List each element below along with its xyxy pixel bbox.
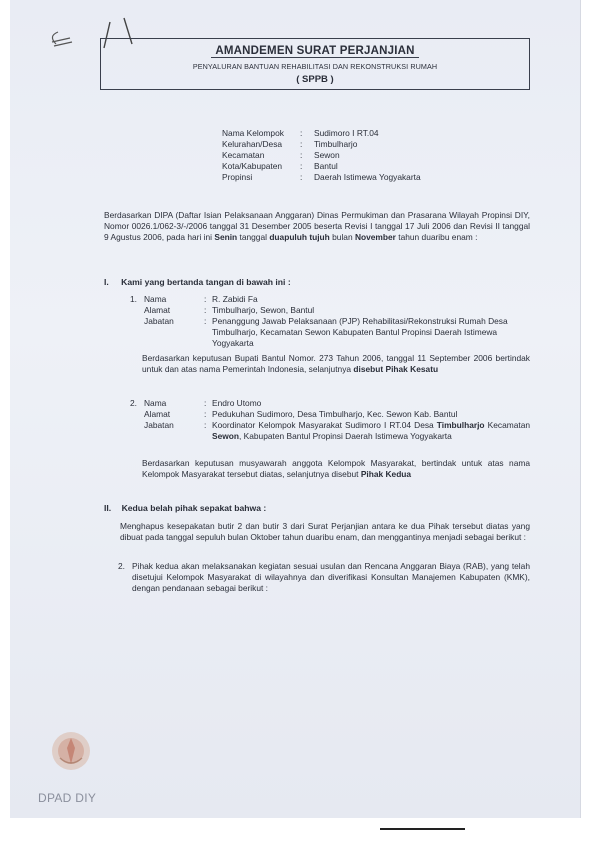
footer-rule: [380, 828, 465, 830]
title-box: [100, 38, 530, 90]
identity-row: Kelurahan/Desa : Timbulharjo: [222, 139, 358, 149]
document-subtitle: PENYALURAN BANTUAN REHABILITASI DAN REKONSTRUKSI RUMAH: [192, 62, 438, 71]
group-identity: [222, 128, 421, 183]
identity-row: Propinsi : Daerah Istimewa Yogyakarta: [222, 172, 421, 182]
identity-row: Kota/Kabupaten : Bantul: [222, 161, 338, 171]
section-2-item-2: 2. Pihak kedua akan melaksanakan kegiatan sesuai usulan dan Rencana Anggaran Biaya (RAB), yang telah disetujui Kelompok Masyarakat di wilayahnya dan diverifikasi Konsultan Manajemen Kabupaten (KMK), dengan pendanaan sebagai berikut :: [118, 561, 530, 594]
party-2-basis: Berdasarkan keputusan musyawarah anggota Kelompok Masyarakat, bertindak untuk atas nama Kelompok Masyarakat tersebut diatas, selanjutnya disebut Pihak Kedua: [142, 458, 530, 480]
section-2-heading: II. Kedua belah pihak sepakat bahwa :: [104, 503, 267, 513]
party-2: 2. Nama : Endro Utomo Alamat : Pedukuhan Sudimoro, Desa Timbulharjo, Kec. Sewon Kab. Bantul Jabatan : Koordinator Kelompok Masyarakat Sudimoro I RT.04 Desa Timbulharjo Kecamatan Sewon, Kabupaten Bantul Propinsi Daerah Istimewa Yogyakarta: [130, 398, 531, 441]
section-1-heading: I. Kami yang bertanda tangan di bawah ini :: [104, 277, 291, 287]
section-2-paragraph: Menghapus kesepakatan butir 2 dan butir 3 dari Surat Perjanjian antara ke dua Pihak tersebut diatas yang dibuat pada tanggal sepuluh bulan Oktober tahun duaribu enam, dan menggantinya menjadi sebagai berikut :: [120, 521, 530, 543]
identity-row: Kecamatan : Sewon: [222, 150, 340, 160]
party-1-basis: Berdasarkan keputusan Bupati Bantul Nomor. 273 Tahun 2006, tanggal 11 September 2006 bertindak untuk dan atas nama Pemerintah Indonesia, selanjutnya disebut Pihak Kesatu: [142, 353, 530, 375]
document-title: AMANDEMEN SURAT PERJANJIAN: [211, 45, 418, 58]
intro-paragraph: Berdasarkan DIPA (Daftar Isian Pelaksanaan Anggaran) Dinas Permukiman dan Prasarana Wilayah Propinsi DIY, Nomor 0026.1/062-3/-/2006 tanggal 31 Desember 2005 beserta Revisi I tanggal 17 Juli 2006 dan Revisi II tanggal 9 Agustus 2006, pada hari ini Senin tanggal duapuluh tujuh bulan November tahun duaribu enam :: [104, 210, 530, 243]
page-bottom-margin: [10, 818, 580, 842]
identity-row: Nama Kelompok : Sudimoro I RT.04: [222, 128, 379, 138]
party-1: 1. Nama : R. Zabidi Fa Alamat : Timbulharjo, Sewon, Bantul Jabatan : Penanggung Jawab Pelaksanaan (PJP) Rehabilitasi/Rekonstruksi Rumah Desa Timbulharjo, Kecamatan Sewon Kabupaten Bantul Propinsi Daerah Istimewa Yogyakarta: [130, 294, 508, 348]
dpad-seal-icon: [48, 728, 94, 774]
watermark-text: DPAD DIY: [38, 791, 97, 805]
document-code: ( SPPB ): [296, 74, 334, 85]
